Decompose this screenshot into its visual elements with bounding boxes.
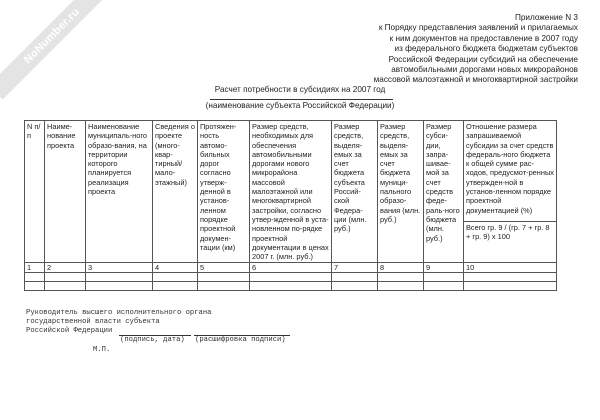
subject-fill-line bbox=[210, 99, 393, 100]
column-number: 9 bbox=[424, 263, 464, 273]
table-cell bbox=[153, 282, 198, 291]
table-cell bbox=[378, 273, 424, 282]
subject-caption: (наименование субъекта Российской Федерации) bbox=[205, 101, 395, 110]
header-cell: Размер средств, необходимых для обеспечения автомобильными дорогами нового микрорайона массовой малоэтажной или многоквартирной застройки, согласно утвер-жденной в уста-новленном по-рядке проектной документации в ценах 2007 г. (млн. руб.) bbox=[250, 121, 332, 263]
appendix-line: Приложение N 3 bbox=[514, 13, 578, 22]
header-cell-ratio bbox=[464, 121, 557, 263]
signatory-line: Руководитель высшего исполнительного органа bbox=[26, 309, 212, 317]
table-cell bbox=[86, 273, 153, 282]
table-cell bbox=[153, 273, 198, 282]
header-cell: Размер субси-дии, запра-шивае-мой за счет средств феде-раль-ного бюджета (млн. руб.) bbox=[424, 121, 464, 263]
column-number: 7 bbox=[332, 263, 378, 273]
header-cell: N п/п bbox=[25, 121, 45, 263]
ratio-header-text: Отношение размера запрашиваемой субсидии за счет средств федераль-ного бюджета к общей сумме рас-ходов, предусмот-ренных утвержден-ной в установ-ленном порядке проектной документацией (%) bbox=[466, 122, 554, 215]
appendix-line: автомобильными дорогами новых микрорайонов bbox=[391, 65, 578, 75]
table-cell bbox=[198, 273, 250, 282]
header-cell: Наименование муниципаль-ного образо-вания, на территории которого планируется реализация проекта bbox=[86, 121, 153, 263]
appendix-line: к ним документов на предоставление в 2007 году bbox=[389, 33, 578, 43]
table-cell bbox=[332, 273, 378, 282]
signature-block bbox=[26, 309, 211, 336]
column-number-row bbox=[25, 263, 557, 273]
table-cell bbox=[332, 282, 378, 291]
column-number: 3 bbox=[86, 263, 153, 273]
ratio-formula: Всего гр. 9 / (гр. 7 + гр. 8 + гр. 9) x 100 bbox=[464, 221, 556, 260]
column-number: 6 bbox=[250, 263, 332, 273]
table-row bbox=[25, 282, 557, 291]
table-cell bbox=[86, 282, 153, 291]
appendix-line: Российской Федерации субсидий на обеспечение bbox=[388, 54, 578, 64]
decode-caption: (расшифровка подписи) bbox=[195, 336, 286, 344]
column-number: 10 bbox=[464, 263, 557, 273]
column-number: 5 bbox=[198, 263, 250, 273]
table-cell bbox=[250, 282, 332, 291]
header-cell: Протяжен-ность автомо-бильных дорог согласно утверж-денной в установ-ленном порядке проектной докумен-тации (км) bbox=[198, 121, 250, 263]
appendix-header bbox=[258, 13, 578, 86]
signatory-line: государственной власти субъекта bbox=[26, 317, 160, 326]
table-cell bbox=[250, 273, 332, 282]
table-cell bbox=[378, 282, 424, 291]
header-cell: Наиме-нование проекта bbox=[45, 121, 86, 263]
signature-caption: (подпись, дата) bbox=[120, 336, 185, 344]
header-cell: Размер средств, выделя-емых за счет бюджета муници-пального образо-вания (млн. руб.) bbox=[378, 121, 424, 263]
header-cell: Размер средств, выделя-емых за счет бюджета субъекта Россий-ской Федера-ции (млн. руб.) bbox=[332, 121, 378, 263]
watermark: NoNumber.ru bbox=[0, 0, 116, 100]
table-cell bbox=[45, 282, 86, 291]
subsidy-table bbox=[24, 120, 557, 291]
table-header-row bbox=[25, 121, 557, 263]
column-number: 1 bbox=[25, 263, 45, 273]
table-cell bbox=[198, 282, 250, 291]
signatory-line: Российской Федерации bbox=[26, 326, 113, 335]
table-cell bbox=[424, 282, 464, 291]
appendix-line: из федерального бюджета бюджетам субъектов bbox=[394, 44, 578, 54]
table-cell bbox=[464, 282, 557, 291]
document-title: Расчет потребности в субсидиях на 2007 год bbox=[214, 85, 386, 94]
stamp-place: М.П. bbox=[93, 346, 111, 354]
table-cell bbox=[25, 273, 45, 282]
header-cell: Сведения о проекте (много-квар-тирный/ мало-этажный) bbox=[153, 121, 198, 263]
table-cell bbox=[45, 273, 86, 282]
column-number: 4 bbox=[153, 263, 198, 273]
column-number: 2 bbox=[45, 263, 86, 273]
table-cell bbox=[464, 273, 557, 282]
appendix-line: массовой малоэтажной и многоквартирной застройки bbox=[373, 75, 578, 85]
column-number: 8 bbox=[378, 263, 424, 273]
table-cell bbox=[424, 273, 464, 282]
appendix-line: к Порядку представления заявлений и прилагаемых bbox=[378, 23, 578, 33]
table-cell bbox=[25, 282, 45, 291]
table-row bbox=[25, 273, 557, 282]
